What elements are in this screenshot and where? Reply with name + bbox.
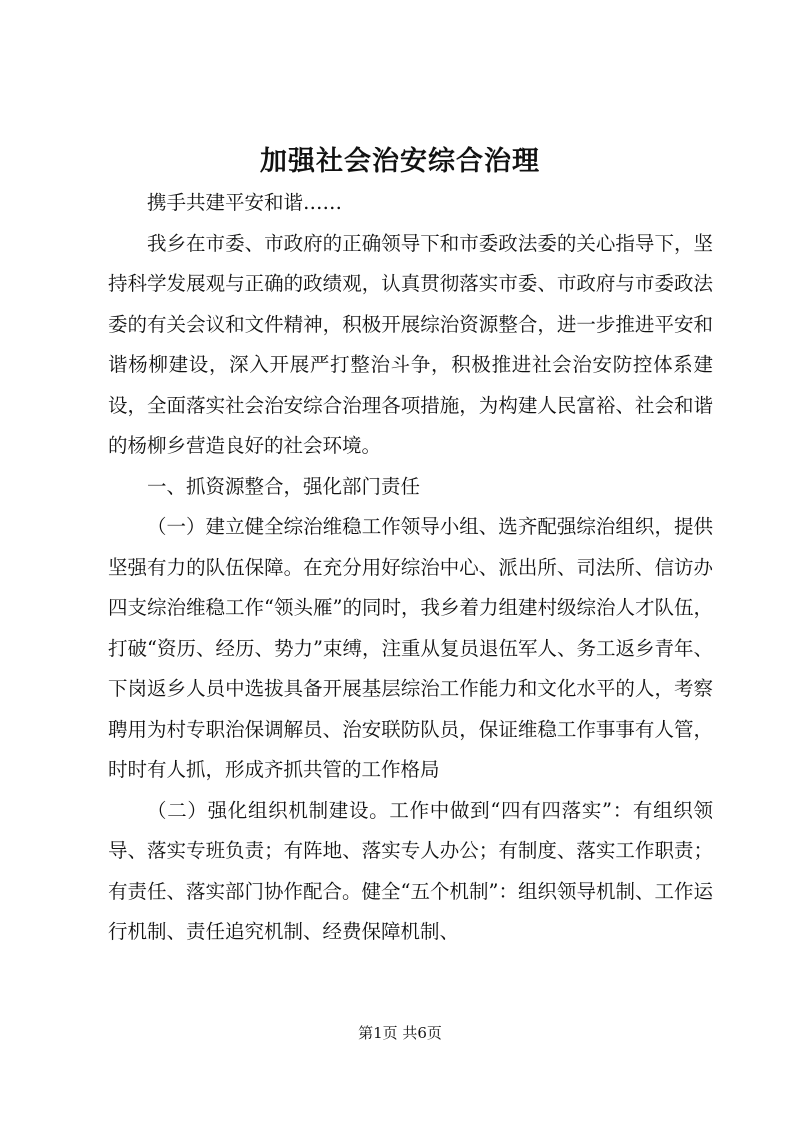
section-heading-1: 一、抓资源整合，强化部门责任 xyxy=(147,474,421,498)
paragraph-subtitle: 携手共建平安和谐…… xyxy=(147,191,343,214)
paragraph-intro: 我乡在市委、市政府的正确领导下和市委政法委的关心指导下，坚持科学发展观与正确的政绩观，认真贯彻落实市委、市政府与市委政法委的有关会议和文件精神，积极开展综治资源整合，进一步推进平安和谐杨柳建设，深入开展严打整治斗争，积极推进社会治安防控体系建设，全面落实社会治安综合治理各项措施，为构建人民富裕、社会和谐的杨柳乡营造良好的社会环境。 xyxy=(108,231,713,457)
paragraph-item-1: （一）建立健全综治维稳工作领导小组、选齐配强综治组织，提供坚强有力的队伍保障。在充分用好综治中心、派出所、司法所、信访办四支综治维稳工作“领头雁”的同时，我乡着力组建村级综治人才队伍，打破“资历、经历、势力”束缚，注重从复员退伍军人、务工返乡青年、下岗返乡人员中选拔具备开展基层综治工作能力和文化水平的人，考察聘用为村专职治保调解员、治安联防队员，保证维稳工作事事有人管，时时有人抓，形成齐抓共管的工作格局 xyxy=(108,515,713,781)
page-footer: 第1页 共6页 xyxy=(358,1024,442,1042)
page-title: 加强社会治安综合治理 xyxy=(260,146,540,177)
paragraph-item-2: （二）强化组织机制建设。工作中做到“四有四落实”：有组织领导、落实专班负责；有阵地、落实专人办公；有制度、落实工作职责；有责任、落实部门协作配合。健全“五个机制”：组织领导机制、工作运行机制、责任追究机制、经费保障机制、 xyxy=(108,798,713,943)
document-body xyxy=(108,183,713,953)
